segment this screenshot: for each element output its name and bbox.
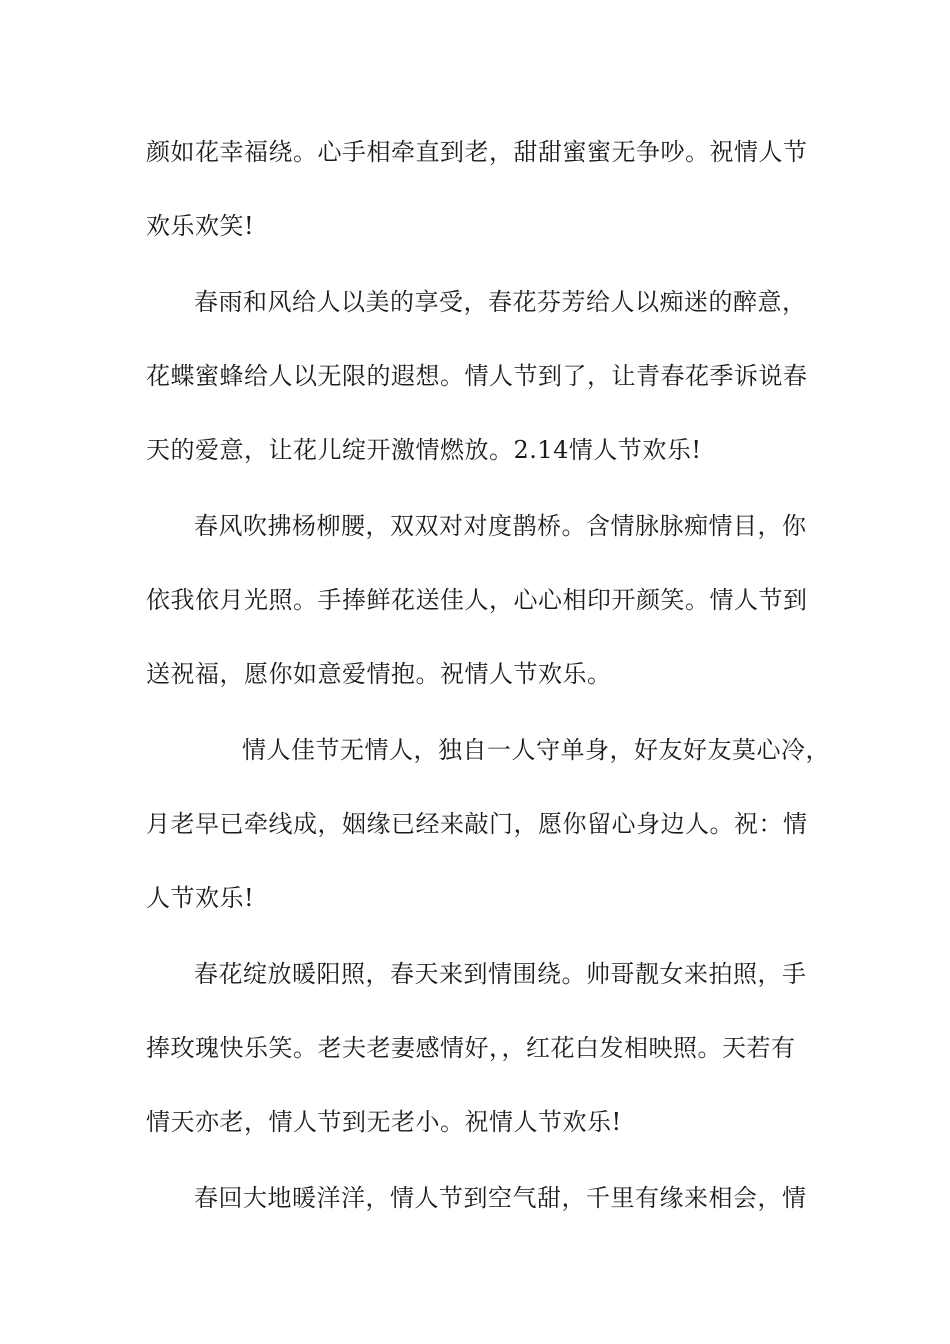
text-line: 颜如花幸福绕。心手相牵直到老，甜甜蜜蜜无争吵。祝情人节 (146, 138, 808, 166)
text-line: 送祝福，愿你如意爱情抱。祝情人节欢乐。 (146, 660, 612, 688)
text-line: 欢乐欢笑! (146, 212, 255, 240)
text-line: 月老早已牵线成，姻缘已经来敲门，愿你留心身边人。祝：情 (146, 810, 808, 838)
text-line: 春回大地暖洋洋，情人节到空气甜，千里有缘来相会，情 (194, 1184, 807, 1212)
text-line: 人节欢乐! (146, 884, 255, 912)
text-line: 春风吹拂杨柳腰，双双对对度鹊桥。含情脉脉痴情目，你 (194, 512, 807, 540)
text-line: 情人佳节无情人，独自一人守单身，好友好友莫心冷， (242, 736, 830, 764)
text-line: 天的爱意，让花儿绽开激情燃放。2.14情人节欢乐! (146, 436, 702, 464)
text-line: 春雨和风给人以美的享受，春花芬芳给人以痴迷的醉意， (194, 288, 807, 316)
text-line: 情天亦老，情人节到无老小。祝情人节欢乐! (146, 1108, 622, 1136)
text-line: 春花绽放暖阳照，春天来到情围绕。帅哥靓女来拍照，手 (194, 960, 807, 988)
text-line: 捧玫瑰快乐笑。老夫老妻感情好，，红花白发相映照。天若有 (146, 1034, 796, 1062)
text-line: 依我依月光照。手捧鲜花送佳人，心心相印开颜笑。情人节到 (146, 586, 808, 614)
text-line: 花蝶蜜蜂给人以无限的遐想。情人节到了，让青春花季诉说春 (146, 362, 808, 390)
